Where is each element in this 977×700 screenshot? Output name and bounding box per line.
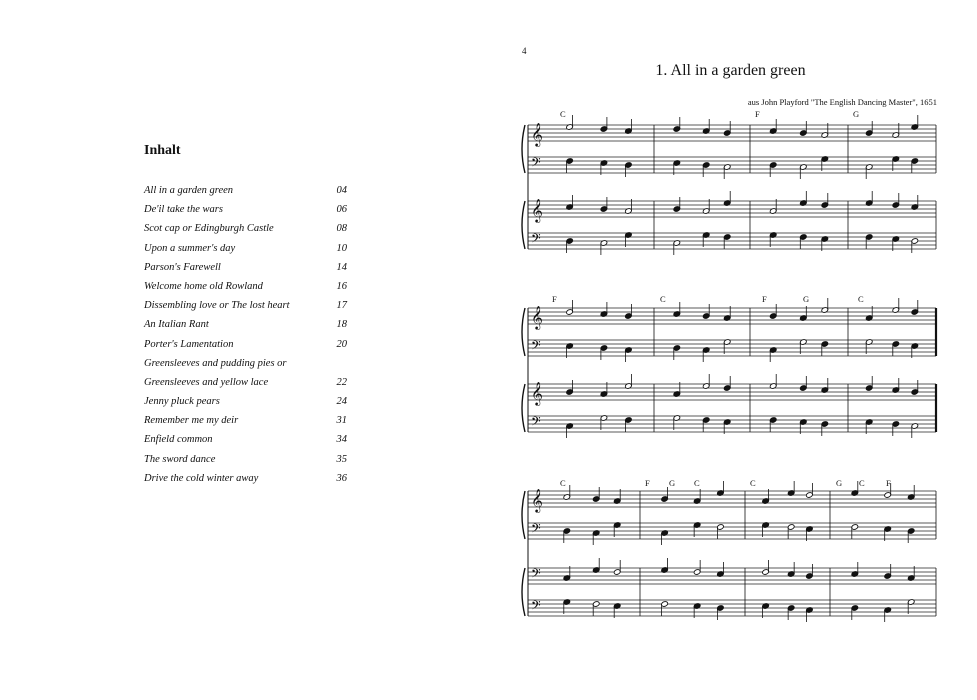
source-credit: aus John Playford "The English Dancing Master", 1651 xyxy=(747,97,937,107)
toc-entry-title: The sword dance xyxy=(144,453,216,465)
chord-symbol: F xyxy=(552,294,557,304)
toc-entry-page: 17 xyxy=(336,300,347,312)
bass-clef-icon: 𝄢 xyxy=(531,338,541,356)
brace xyxy=(522,491,525,539)
treble-clef-icon: 𝄞 xyxy=(531,198,543,222)
song-title-text: 1. All in a garden green xyxy=(655,62,806,79)
chord-symbol: F xyxy=(886,478,891,488)
toc-entry-page: 24 xyxy=(336,396,347,408)
music-system xyxy=(522,298,936,438)
chord-symbol: G xyxy=(853,109,860,119)
toc-entry-title: An Italian Rant xyxy=(144,319,209,331)
toc-entry-page: 04 xyxy=(336,185,347,196)
chord-symbol: C xyxy=(560,109,566,119)
toc-entry-title: Remember me my deir xyxy=(144,415,239,427)
treble-clef-icon: 𝄞 xyxy=(531,305,543,329)
chord-symbol: G xyxy=(669,478,676,488)
brace xyxy=(522,125,525,173)
music-system xyxy=(522,115,936,255)
toc-heading: Inhalt xyxy=(144,143,181,158)
chord-symbol: C xyxy=(859,478,865,488)
toc-entry-title: De'il take the wars xyxy=(144,204,223,216)
toc-entry-title: Greensleeves and pudding pies or xyxy=(144,357,287,369)
notes xyxy=(522,115,936,622)
brace xyxy=(522,201,525,249)
toc-entry-page: 14 xyxy=(336,261,347,273)
toc-entry-title: All in a garden green xyxy=(144,185,234,196)
chord-symbol: C xyxy=(660,294,666,304)
chord-symbol: F xyxy=(762,294,767,304)
toc-entry-title: Greensleeves and yellow lace xyxy=(144,376,269,388)
toc-entry-page: 35 xyxy=(336,453,347,465)
bass-clef-icon: 𝄢 xyxy=(531,598,541,616)
toc-entry-page: 20 xyxy=(336,338,347,350)
chord-symbol: C xyxy=(858,294,864,304)
toc-entry-page: 10 xyxy=(336,242,347,254)
toc-entry-page: 06 xyxy=(336,204,347,216)
toc-entry-title: Upon a summer's day xyxy=(144,242,236,254)
toc-entry-page: 16 xyxy=(336,280,347,292)
toc-entry-title: Drive the cold winter away xyxy=(144,472,259,484)
chord-symbol: G xyxy=(836,478,843,488)
bass-clef-icon: 𝄢 xyxy=(531,155,541,173)
treble-clef-icon: 𝄞 xyxy=(531,488,543,512)
chord-symbol: C xyxy=(560,478,566,488)
page-number: 4 xyxy=(522,46,527,56)
toc-entry-title: Parson's Farewell xyxy=(144,261,221,273)
chord-symbol: C xyxy=(694,478,700,488)
chord-symbol: F xyxy=(645,478,650,488)
chord-symbol: C xyxy=(750,478,756,488)
toc-entry-title: Enfield common xyxy=(144,434,213,446)
brace xyxy=(522,568,525,616)
bass-clef-icon: 𝄢 xyxy=(531,231,541,249)
toc-entry-title: Welcome home old Rowland xyxy=(144,280,263,292)
toc-entry-title: Dissembling love or The lost heart xyxy=(144,300,290,312)
toc-entry-page: 18 xyxy=(336,319,347,331)
bass-clef-icon: 𝄢 xyxy=(531,414,541,432)
treble-clef-icon: 𝄞 xyxy=(531,122,543,146)
brace xyxy=(522,308,525,356)
toc-entry-title: Scot cap or Edingburgh Castle xyxy=(144,223,274,235)
toc-entry-page: 08 xyxy=(336,223,347,235)
toc-entry-page: 34 xyxy=(336,434,347,446)
toc-entry-title: Porter's Lamentation xyxy=(144,338,234,350)
bass-clef-icon: 𝄢 xyxy=(531,521,541,539)
toc-entry-page: 22 xyxy=(336,376,347,388)
toc-entry-title: Jenny pluck pears xyxy=(144,396,220,408)
brace xyxy=(522,384,525,432)
staff-lines xyxy=(528,125,936,616)
treble-clef-icon: 𝄞 xyxy=(531,381,543,405)
music-system xyxy=(522,481,936,622)
toc-entry-page: 36 xyxy=(336,472,347,484)
toc-entry-page: 31 xyxy=(336,415,347,427)
chord-symbol: G xyxy=(803,294,810,304)
bass-clef-icon: 𝄢 xyxy=(531,566,541,584)
chord-symbol: F xyxy=(755,109,760,119)
